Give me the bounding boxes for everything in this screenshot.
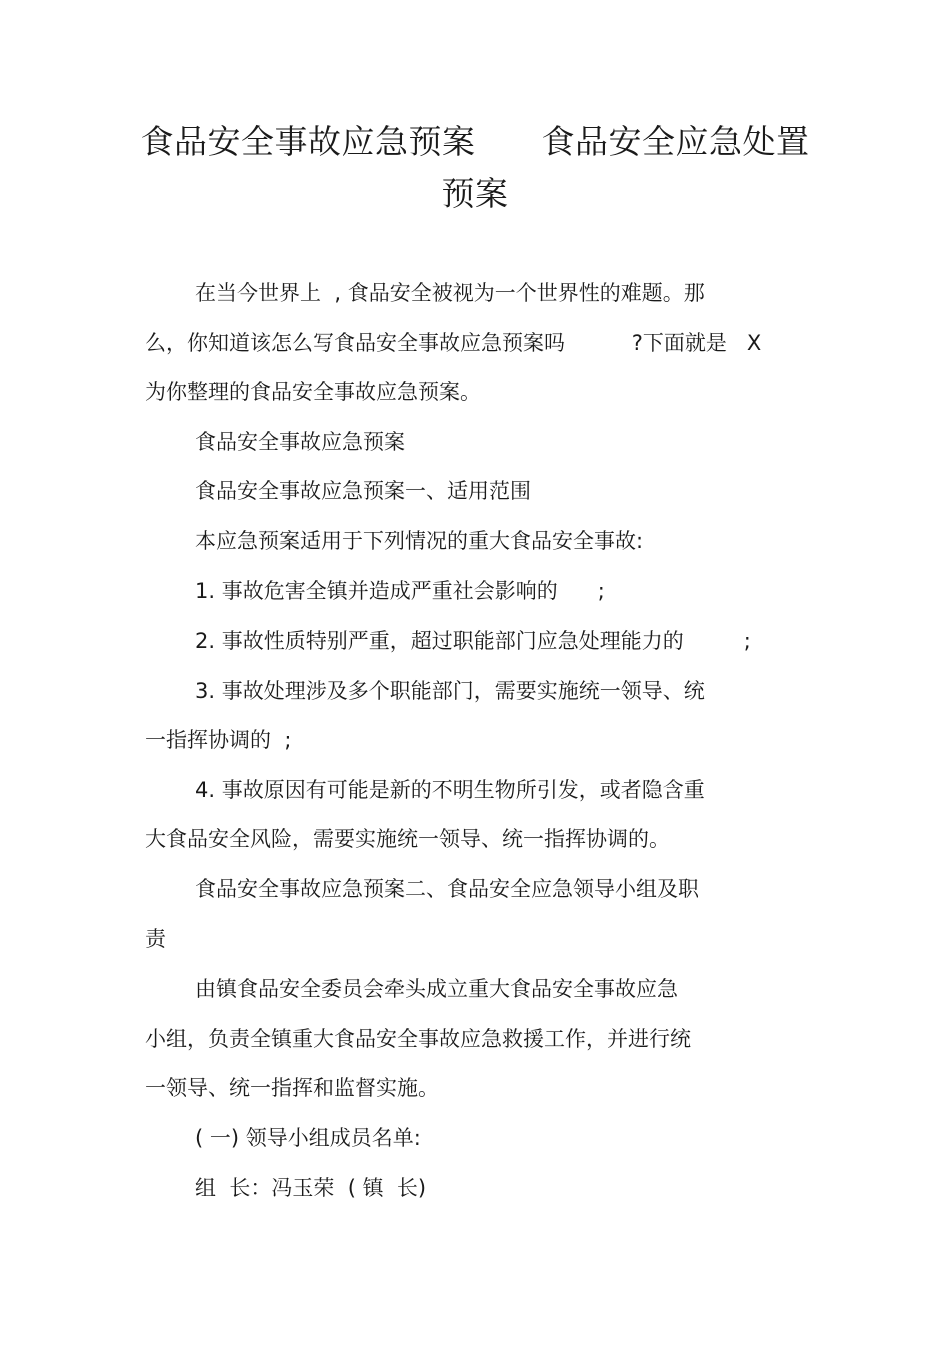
paragraph-line: 食品安全事故应急预案一、适用范围: [195, 479, 531, 503]
paragraph-line: 一领导、统一指挥和监督实施。: [145, 1076, 439, 1100]
paragraph-line: 责: [145, 927, 166, 951]
paragraph-line: 4. 事故原因有可能是新的不明生物所引发，或者隐含重: [195, 778, 705, 802]
paragraph-line: 2. 事故性质特别严重，超过职能部门应急处理能力的 ;: [195, 629, 751, 653]
paragraph-line: 么，你知道该怎么写食品安全事故应急预案吗 ?下面就是 X: [145, 331, 762, 355]
paragraph-line: 组 长：冯玉荣 ( 镇 长): [195, 1176, 427, 1200]
paragraph-line: 小组，负责全镇重大食品安全事故应急救援工作，并进行统: [145, 1027, 691, 1051]
document-title-line-1: 食品安全事故应急预案 食品安全应急处置: [140, 122, 810, 161]
paragraph-line: 大食品安全风险，需要实施统一领导、统一指挥协调的。: [145, 827, 670, 851]
paragraph-line: 为你整理的食品安全事故应急预案。: [145, 380, 481, 404]
paragraph-line: 3. 事故处理涉及多个职能部门，需要实施统一领导、统: [195, 679, 705, 703]
paragraph-line: 一指挥协调的 ;: [145, 728, 292, 752]
paragraph-line: 1. 事故危害全镇并造成严重社会影响的 ;: [195, 579, 605, 603]
paragraph-line: 本应急预案适用于下列情况的重大食品安全事故:: [195, 529, 644, 553]
paragraph-line: 食品安全事故应急预案: [195, 430, 405, 454]
document-title-line-2: 预案: [441, 174, 509, 213]
paragraph-line: 由镇食品安全委员会牵头成立重大食品安全事故应急: [195, 977, 678, 1001]
paragraph-line: ( 一) 领导小组成员名单:: [195, 1126, 421, 1150]
paragraph-line: 食品安全事故应急预案二、食品安全应急领导小组及职: [195, 877, 699, 901]
paragraph-line: 在当今世界上 , 食品安全被视为一个世界性的难题。那: [195, 281, 705, 305]
